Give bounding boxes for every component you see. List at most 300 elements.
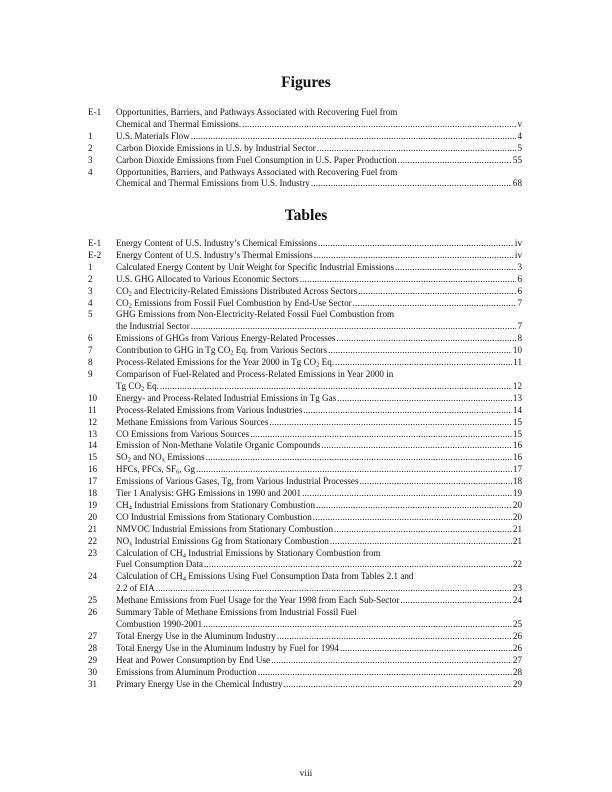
title-segment: Process-Related Emissions for the Year 2000 in Tg CO xyxy=(116,357,317,368)
entry-number: E-2 xyxy=(88,249,102,260)
entry-title-text xyxy=(116,607,357,617)
entry-title-line xyxy=(116,143,522,155)
entry-number: 3 xyxy=(88,154,93,165)
subscript: x xyxy=(161,456,165,464)
title-segment: Carbon Dioxide Emissions in U.S. by Industrial Sector xyxy=(116,142,316,153)
subscript: 4 xyxy=(182,575,186,583)
entry-title xyxy=(116,607,522,631)
entry-number: 6 xyxy=(88,333,93,344)
title-segment: Fuel Consumption Data xyxy=(116,559,203,570)
entry-number: 12 xyxy=(88,416,98,427)
entry-title xyxy=(116,333,522,345)
entry-title-line xyxy=(116,583,522,595)
dot-leader xyxy=(317,143,517,155)
entry-title-text xyxy=(116,107,397,117)
subscript: 4 xyxy=(182,552,186,560)
entry-page: 68 xyxy=(512,178,522,189)
title-segment: Methane Emissions from Various Sources xyxy=(116,416,269,427)
entry-page: 7 xyxy=(517,321,522,332)
title-segment: CO xyxy=(116,285,129,296)
dot-leader xyxy=(358,286,516,298)
table-entry xyxy=(88,417,522,429)
entry-title-line xyxy=(116,405,522,417)
entry-page: 24 xyxy=(512,595,522,606)
title-segment: Emissions xyxy=(164,452,205,463)
title-segment: U.S. GHG Allocated to Various Economic Sectors xyxy=(116,273,299,284)
entry-number: 8 xyxy=(88,357,93,368)
title-segment: Emissions of GHGs from Various Energy-Related Processes xyxy=(116,333,336,344)
entry-page: 28 xyxy=(512,666,522,677)
entry-title xyxy=(116,476,522,488)
entry-title-line xyxy=(116,571,522,583)
dot-leader xyxy=(335,357,512,369)
entry-title-line xyxy=(116,440,522,452)
entry-number: 2 xyxy=(88,273,93,284)
dot-leader xyxy=(334,524,512,536)
entry-title xyxy=(116,274,522,286)
table-entry xyxy=(88,274,522,286)
table-entry xyxy=(88,667,522,679)
entry-title xyxy=(116,440,522,452)
title-segment: Emission of Non-Methane Volatile Organic Compounds xyxy=(116,440,321,451)
dot-leader xyxy=(269,417,512,429)
entry-title-text xyxy=(116,429,249,441)
table-entry xyxy=(88,571,522,595)
entry-title xyxy=(116,595,522,607)
table-entry xyxy=(88,631,522,643)
table-entry xyxy=(88,309,522,333)
entry-number: 14 xyxy=(88,440,98,451)
entry-title xyxy=(116,429,522,441)
entry-title-line xyxy=(116,131,522,143)
title-segment: , Gg xyxy=(179,464,196,475)
entry-title-line xyxy=(116,548,522,560)
entry-title-text xyxy=(116,571,413,581)
entry-page: 14 xyxy=(512,404,522,415)
table-entry xyxy=(88,369,522,393)
entry-number: 30 xyxy=(88,666,98,677)
entry-title-line xyxy=(116,119,522,131)
entry-page: v xyxy=(517,118,522,129)
table-entry xyxy=(88,357,522,369)
entry-title xyxy=(116,357,522,369)
entry-title-line xyxy=(116,321,522,333)
entry-title-text xyxy=(116,178,310,190)
title-segment: NO xyxy=(116,535,130,546)
dot-leader xyxy=(398,155,512,167)
entry-title-line xyxy=(116,262,522,274)
entry-title xyxy=(116,643,522,655)
entry-number: 22 xyxy=(88,535,98,546)
entry-title xyxy=(116,631,522,643)
subscript: 2 xyxy=(316,361,320,369)
title-segment: HFCs, PFCs, SF xyxy=(116,464,177,475)
entry-title-text xyxy=(116,643,339,655)
entry-number: 11 xyxy=(88,404,97,415)
entry-title-text xyxy=(116,667,257,679)
entry-title-text xyxy=(116,381,159,393)
entry-title-text xyxy=(116,143,316,155)
entry-title-line xyxy=(116,107,522,119)
entry-number: 26 xyxy=(88,607,98,618)
entry-title-text xyxy=(116,262,394,274)
entry-page: iv xyxy=(514,249,522,260)
entry-number: 27 xyxy=(88,630,98,641)
entry-title-line xyxy=(116,476,522,488)
entry-title-text xyxy=(116,452,205,464)
entry-title xyxy=(116,571,522,595)
entry-number: 4 xyxy=(88,166,93,177)
entry-title-line xyxy=(116,250,522,262)
entry-title-text xyxy=(116,238,317,250)
entry-title xyxy=(116,488,522,500)
title-segment: the Industrial Sector xyxy=(116,321,190,332)
entry-title xyxy=(116,500,522,512)
dot-leader xyxy=(321,440,512,452)
entry-title-line xyxy=(116,333,522,345)
subscript: 2 xyxy=(128,302,132,310)
entry-title-text xyxy=(116,250,313,262)
entry-page: 12 xyxy=(512,380,522,391)
subscript: 2 xyxy=(128,290,132,298)
title-segment: Calculation of CH xyxy=(116,571,183,582)
entry-page: 17 xyxy=(512,464,522,475)
entry-title-text xyxy=(116,512,312,524)
title-segment: Eq. from Various Sectors xyxy=(233,345,328,356)
entry-title-line xyxy=(116,286,522,298)
title-segment: Eq. xyxy=(319,357,335,368)
page-number: viii xyxy=(299,769,313,779)
title-segment: Tg CO xyxy=(116,380,142,391)
entry-page: 29 xyxy=(512,678,522,689)
entry-title-line xyxy=(116,536,522,548)
figure-entry xyxy=(88,155,522,167)
title-segment: Summary Table of Methane Emissions from Industrial Fossil Fuel xyxy=(116,607,357,618)
entry-title-text xyxy=(116,595,399,607)
title-segment: Chemical and Thermal Emissions from U.S. Industry xyxy=(116,178,310,189)
title-segment: GHG Emissions from Non-Electricity-Related Fossil Fuel Combustion from xyxy=(116,309,395,320)
entry-title-line xyxy=(116,178,522,190)
entry-title-text xyxy=(116,357,334,369)
entry-title-line xyxy=(116,357,522,369)
title-segment: Energy Content of U.S. Industry’s Thermal Emissions xyxy=(116,249,313,260)
title-segment: Calculation of CH xyxy=(116,547,183,558)
subscript: 2 xyxy=(141,385,145,393)
entry-number: 29 xyxy=(88,654,98,665)
entry-title-line xyxy=(116,595,522,607)
entry-number: 19 xyxy=(88,499,98,510)
entry-title xyxy=(116,655,522,667)
table-entry xyxy=(88,345,522,357)
table-entry xyxy=(88,286,522,298)
title-segment: Energy Content of U.S. Industry’s Chemical Emissions xyxy=(116,238,317,248)
dot-leader xyxy=(330,536,512,548)
entry-title-line xyxy=(116,369,522,381)
title-segment: Tier 1 Analysis: GHG Emissions in 1990 and 2001 xyxy=(116,488,302,499)
table-entry xyxy=(88,405,522,417)
table-entry xyxy=(88,250,522,262)
table-entry xyxy=(88,524,522,536)
dot-leader xyxy=(318,238,514,250)
title-segment: Methane Emissions from Fuel Usage for the Year 1998 from Each Sub-Sector xyxy=(116,595,400,606)
entry-title-text xyxy=(116,131,190,143)
entry-title-line xyxy=(116,679,522,691)
entry-number: 3 xyxy=(88,285,93,296)
entry-title-text xyxy=(116,488,301,500)
entry-page: 25 xyxy=(512,619,522,629)
entry-title-text xyxy=(116,119,241,131)
table-entry xyxy=(88,500,522,512)
entry-title-line xyxy=(116,667,522,679)
table-entry xyxy=(88,655,522,667)
entry-page: 55 xyxy=(512,154,522,165)
title-segment: Total Energy Use in the Aluminum Industry xyxy=(116,630,276,641)
entry-page: 16 xyxy=(512,440,522,451)
title-segment: Industrial Emissions from Stationary Combustion xyxy=(131,499,316,510)
entry-title xyxy=(116,524,522,536)
entry-title-line xyxy=(116,512,522,524)
entry-title xyxy=(116,309,522,333)
entry-page: 16 xyxy=(512,452,522,463)
entry-title-line xyxy=(116,524,522,536)
dot-leader xyxy=(311,178,512,190)
entry-page: 15 xyxy=(512,416,522,427)
entry-number: 1 xyxy=(88,261,93,272)
dot-leader xyxy=(203,619,512,631)
entry-number: 28 xyxy=(88,642,98,653)
table-entry xyxy=(88,262,522,274)
title-segment: CO Industrial Emissions from Stationary Combustion xyxy=(116,511,312,522)
title-segment: Carbon Dioxide Emissions from Fuel Consumption in U.S. Paper Production xyxy=(116,154,397,165)
title-segment: Primary Energy Use in the Chemical Industry xyxy=(116,678,283,689)
entry-title xyxy=(116,131,522,143)
dot-leader xyxy=(191,131,517,143)
entry-title-text xyxy=(116,524,333,536)
title-segment: CO Emissions from Various Sources xyxy=(116,428,250,439)
entry-title-text xyxy=(116,345,327,357)
title-segment: Industrial Emissions Gg from Stationary Combustion xyxy=(132,535,329,546)
entry-page: 21 xyxy=(512,523,522,534)
entry-title xyxy=(116,298,522,310)
dot-leader xyxy=(191,321,517,333)
table-entry xyxy=(88,393,522,405)
dot-leader xyxy=(242,119,516,131)
entry-title-text xyxy=(116,155,397,167)
entry-page: 7 xyxy=(517,297,522,308)
entry-title xyxy=(116,536,522,548)
table-entry xyxy=(88,440,522,452)
table-entry xyxy=(88,238,522,250)
dot-leader xyxy=(284,679,512,691)
entry-number: 21 xyxy=(88,523,98,534)
table-entry xyxy=(88,429,522,441)
title-segment: Energy- and Process-Related Industrial Emissions in Tg Gas xyxy=(116,392,337,403)
entry-title-line xyxy=(116,619,522,631)
figure-entry xyxy=(88,143,522,155)
entry-title xyxy=(116,143,522,155)
entry-number: 31 xyxy=(88,678,98,689)
entry-page: 4 xyxy=(517,130,522,141)
subscript: 2 xyxy=(127,456,131,464)
subscript: x xyxy=(129,540,133,548)
figure-entry xyxy=(88,167,522,191)
entry-title-text xyxy=(116,274,299,286)
entry-title xyxy=(116,262,522,274)
dot-leader xyxy=(258,667,512,679)
figures-heading: Figures xyxy=(281,74,331,91)
title-segment: Emissions from Fossil Fuel Combustion by End-Use Sector xyxy=(131,297,352,308)
entry-title-text xyxy=(116,393,336,405)
title-segment: Emissions Using Fuel Consumption Data from Tables 2.1 and xyxy=(185,571,414,582)
entry-page: 21 xyxy=(512,535,522,546)
dot-leader xyxy=(313,512,512,524)
entry-title-line xyxy=(116,631,522,643)
title-segment: CO xyxy=(116,297,129,308)
subscript: 4 xyxy=(128,504,132,512)
dot-leader xyxy=(160,381,512,393)
entry-title-text xyxy=(116,631,276,643)
entry-page: 15 xyxy=(512,428,522,439)
dot-leader xyxy=(359,476,511,488)
entry-title-line xyxy=(116,559,522,571)
dot-leader xyxy=(196,464,512,476)
entry-title-line xyxy=(116,607,522,619)
dot-leader xyxy=(395,262,516,274)
entry-page: iv xyxy=(514,238,522,248)
title-segment: Eq. xyxy=(144,380,159,391)
entry-number: 9 xyxy=(88,368,93,379)
figure-entry xyxy=(88,131,522,143)
title-segment: SO xyxy=(116,452,128,463)
dot-leader xyxy=(206,452,512,464)
entry-title-text xyxy=(116,321,190,333)
title-segment: Emissions from Aluminum Production xyxy=(116,666,257,677)
dot-leader xyxy=(337,393,512,405)
entry-title-text xyxy=(116,286,357,298)
entry-page: 10 xyxy=(512,345,522,356)
entry-title-text xyxy=(116,464,195,476)
entry-title xyxy=(116,452,522,464)
entry-title-line xyxy=(116,417,522,429)
entry-page: 20 xyxy=(512,511,522,522)
entry-title-text xyxy=(116,655,270,667)
title-segment: and NO xyxy=(130,452,162,463)
title-segment: Process-Related Emissions from Various Industries xyxy=(116,404,303,415)
entry-page: 19 xyxy=(512,488,522,499)
dot-leader xyxy=(336,333,516,345)
dot-leader xyxy=(353,298,517,310)
entry-title xyxy=(116,345,522,357)
entry-number: 15 xyxy=(88,452,98,463)
entry-page: 6 xyxy=(517,285,522,296)
entry-title xyxy=(116,286,522,298)
table-entry xyxy=(88,452,522,464)
subscript: 6 xyxy=(176,468,180,476)
table-entry xyxy=(88,476,522,488)
title-segment: 2.2 of EIA xyxy=(116,583,155,594)
entry-title xyxy=(116,167,522,191)
title-segment: U.S. Materials Flow xyxy=(116,130,190,141)
entry-title-text xyxy=(116,333,335,345)
dot-leader xyxy=(156,583,512,595)
entry-title xyxy=(116,417,522,429)
entry-title-text xyxy=(116,476,358,488)
entry-title-text xyxy=(116,405,302,417)
entry-title-text xyxy=(116,369,393,379)
entry-page: 27 xyxy=(512,654,522,665)
entry-title xyxy=(116,679,522,691)
entry-number: 18 xyxy=(88,488,98,499)
entry-title xyxy=(116,464,522,476)
entry-title-line xyxy=(116,643,522,655)
entry-title-text xyxy=(116,536,329,548)
entry-title xyxy=(116,238,522,250)
entry-title-line xyxy=(116,500,522,512)
entry-number: 17 xyxy=(88,476,98,487)
entry-title-text xyxy=(116,548,380,558)
title-segment: Emissions of Various Gases, Tg, from Various Industrial Processes xyxy=(116,476,359,487)
dot-leader xyxy=(314,250,514,262)
entry-title-line xyxy=(116,655,522,667)
dot-leader xyxy=(300,274,517,286)
entry-title-line xyxy=(116,464,522,476)
entry-page: 23 xyxy=(512,583,522,594)
entry-number: 5 xyxy=(88,309,93,320)
entry-title-line xyxy=(116,298,522,310)
entry-title xyxy=(116,512,522,524)
entry-page: 6 xyxy=(517,273,522,284)
entry-title-text xyxy=(116,583,155,595)
figures-list xyxy=(88,107,522,190)
dot-leader xyxy=(204,559,512,571)
entry-title-text xyxy=(116,500,315,512)
title-segment: Industrial Emissions by Stationary Combustion from xyxy=(185,547,381,558)
table-entry xyxy=(88,333,522,345)
table-entry xyxy=(88,536,522,548)
dot-leader xyxy=(250,429,512,441)
entry-page: 18 xyxy=(512,476,522,487)
tables-list xyxy=(88,238,522,690)
entry-page: 5 xyxy=(517,142,522,153)
entry-number: 13 xyxy=(88,428,98,439)
entry-number: 24 xyxy=(88,571,98,582)
entry-title-line xyxy=(116,155,522,167)
table-entry xyxy=(88,464,522,476)
entry-number: 7 xyxy=(88,345,93,356)
entry-title xyxy=(116,250,522,262)
entry-title xyxy=(116,667,522,679)
subscript: 2 xyxy=(230,349,234,357)
entry-title-line xyxy=(116,429,522,441)
entry-title-line xyxy=(116,345,522,357)
entry-number: 10 xyxy=(88,392,98,403)
entry-title-text xyxy=(116,309,394,319)
entry-page: 20 xyxy=(512,499,522,510)
entry-title-text xyxy=(116,417,268,429)
entry-title-text xyxy=(116,298,352,310)
table-entry xyxy=(88,643,522,655)
entry-number: 25 xyxy=(88,595,98,606)
title-segment: Combustion 1990-2001 xyxy=(116,619,203,629)
title-segment: Contribution to GHG in Tg CO xyxy=(116,345,231,356)
title-segment: CH xyxy=(116,499,129,510)
entry-title-line xyxy=(116,381,522,393)
entry-number: 16 xyxy=(88,464,98,475)
table-entry xyxy=(88,298,522,310)
title-segment: Opportunities, Barriers, and Pathways Associated with Recovering Fuel from xyxy=(116,107,398,117)
entry-title xyxy=(116,107,522,131)
entry-page: 26 xyxy=(512,630,522,641)
